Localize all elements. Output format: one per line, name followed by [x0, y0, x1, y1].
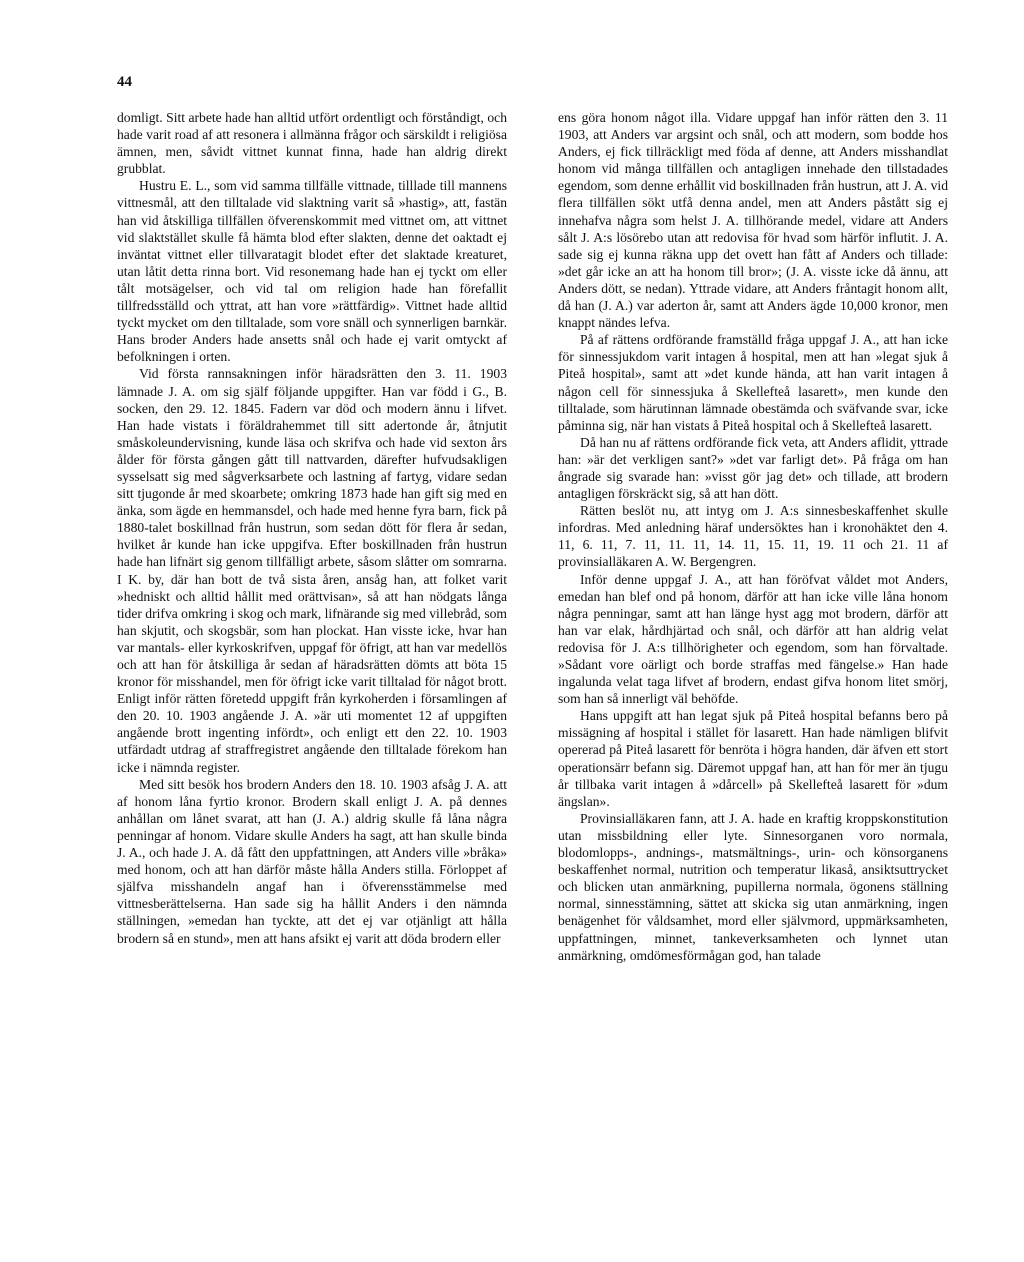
paragraph: Rätten beslöt nu, att intyg om J. A:s sinnesbeskaffenhet skulle infordras. Med anledning häraf undersöktes han i kronohäktet den 4. 11, 6. 11, 7. 11, 11. 11, 14. 11, 15. 11, 19. 11 och 21. 11 af provinsialläkaren A. W. Bergengren. — [558, 503, 948, 570]
paragraph: Inför denne uppgaf J. A., att han föröfvat våldet mot Anders, emedan han blef ond på honom, därför att han icke ville låna honom några penningar, samt att han länge hyst agg mot brodern, därför att han var elak, hårdhjärtad och snål, och därför att han aldrig velat redovisa för J. A:s tillhörigheter och egendom, som han förvaltade. »Sådant vore oärligt och borde straffas med fängelse.» Han hade ingalunda velat taga lifvet af brodern, endast gifva honom litet smörj, som han så innerligt väl behöfde. — [558, 571, 948, 707]
page-number: 44 — [117, 74, 132, 90]
paragraph: Med sitt besök hos brodern Anders den 18. 10. 1903 afsåg J. A. att af honom låna fyrtio kronor. Brodern skall enligt J. A. på dennes anhållan om lånet svarat, att han (J. A.) aldrig skulle få låna några penningar af honom. Vidare skulle Anders ha sagt, att han skulle binda J. A., och hade J. A. då fått den uppfattningen, att Anders ville »bråka» med honom, och att han därför måste hålla Anders stilla. Förloppet af själfva misshandeln angaf han i öfverensstämmelse med vittnesberättelserna. Han sade sig ha hållit Anders i den nämnda ställningen, »emedan han tyckte, att det ej var otjänligt att hålla brodern så en stund», men att hans afsikt ej varit att döda brodern eller — [117, 776, 507, 946]
left-column — [117, 109, 507, 947]
paragraph: domligt. Sitt arbete hade han alltid utfört ordentligt och förståndigt, och hade varit road af att resonera i allmänna frågor och särskildt i religiösa ämnen, men, såvidt vittnet kunnat finna, hade han aldrig direkt grubblat. — [117, 110, 507, 177]
paragraph: Provinsialläkaren fann, att J. A. hade en kraftig kroppskonstitution utan missbildning eller lyte. Sinnesorganen voro normala, blodomlopps-, andnings-, matsmältnings-, urin- och könsorganens beskaffenhet normal, nutrition och temperatur likaså, ansiktsuttrycket och blicken utan anmärkning, pupillerna normala, ögonens ställning normal, sinnesstämning, sättet att skicka sig utan anmärkning, ingen benägenhet för våldsamhet, mord eller självmord, uppmärksamheten, uppfattningen, minnet, tankeverksamheten och lynnet utan anmärkning, omdömesförmågan god, han talade — [558, 810, 948, 963]
paragraph: Hans uppgift att han legat sjuk på Piteå hospital befanns bero på missägning af hospital i stället för lasarett. Han hade nämligen blifvit opererad på Piteå lasarett för benröta i högra handen, där äfven ett stort operationsärr befann sig. Däremot uppgaf han, att han för mer än tjugu år tillbaka varit intagen å »dårcell» på Skellefteå lasarett för »dum ängslan». — [558, 708, 948, 809]
paragraph: Hustru E. L., som vid samma tillfälle vittnade, tilllade till mannens vittnesmål, att den tilltalade vid slaktning varit så »hastig», att, fastän han vid åtskilliga tillfällen öfverenskommit med vittnet om, att vittnet vid slaktstället skulle få hämta blod efter slakten, denne det oaktadt ej inväntat vittnet eller tillvaratagit blodet efter det slaktade kreaturet, utan låtit detta rinna bort. Vid resonemang hade han ej tyckt om eller tålt motsägelser, och vid tal om religion hade han förefallit tillfredsställd och yttrat, att han vore »rättfärdig». Vittnet hade alltid tyckt mycket om den tilltalade, som vore snäll och synnerligen barnkär. Hans broder Anders hade ansetts snål och hade ej varit omtyckt af befolkningen i orten. — [117, 178, 507, 365]
paragraph: Då han nu af rättens ordförande fick veta, att Anders aflidit, yttrade han: »är det verkligen sant?» »det var farligt det». På fråga om han ångrade sig svarade han: »visst gör jag det» och tillade, att brodern antagligen förskräckt sig, så att han dött. — [558, 434, 948, 502]
right-column — [558, 109, 948, 964]
paragraph: ens göra honom något illa. Vidare uppgaf han inför rätten den 3. 11 1903, att Anders var argsint och snål, och att modern, som bodde hos Anders, ej fick tillräckligt med föda af denne, att Anders misshandlat honom vid många tillfällen och antagligen innehade den tillstadades egendom, som denne erhållit vid boskillnaden från hustrun, att J. A. vid flera tillfällen sökt utfå denna andel, men att Anders påstått sig ej innehafva några som helst J. A. tillhörande medel, vidare att Anders sålt J. A:s lösörebo utan att redovisa för hvad som härför influtit. J. A. sade sig ej kunna räkna upp det ovett han fått af Anders och tillade: »det går icke an att ha honom till bror»; (J. A. visste icke då ännu, att Anders dött, se nedan). Yttrade vidare, att Anders fråntagit honom allt, då han (J. A.) var aderton år, samt att Anders ägde 10,000 kronor, men knappt nändes lefva. — [558, 110, 948, 331]
paragraph: På af rättens ordförande framställd fråga uppgaf J. A., att han icke för sinnessjukdom varit intagen å hospital, men att han »legat sjuk å Piteå hospital», samt att »det kunde hända, att han varit intagen å någon cell för sinnessjuka å Skellefteå lasarett», men kunde den tilltalade, som härutinnan lämnade obestämda och sväfvande svar, icke påminna sig, när han vistats å Piteå hospital och å Skellefteå lasarett. — [558, 332, 948, 433]
paragraph: Vid första rannsakningen inför häradsrätten den 3. 11. 1903 lämnade J. A. om sig själf följande uppgifter. Han var född i G., B. socken, den 29. 12. 1845. Fadern var död och modern ännu i lifvet. Han hade vistats i föräldrahemmet till sitt adertonde år, åtnjutit småskoleundervisning, kunde läsa och skrifva och hade vid sexton års ålder för första gången gått till nattvarden, därefter hufvudsakligen sysselsatt sig med sågverksarbete och lastning af fartyg, vidare sedan sitt tjugonde år med skoarbete; omkring 1873 hade han gift sig med en änka, som ägde en hemmansdel, och hade med henne fyra barn, fick på 1880-talet boskillnad från hustrun, som sedan dött för flera år sedan, hvilket år kunde han icke uppgifva. Efter boskillnaden från hustrun hade han lifnärt sig genom tillfälligt arbete, såsom slåtter om somrarna. I K. by, där han bott de två sista åren, ansåg han, att folket varit »hedniskt och alltid hållit med orättvisan», så att han nödgats långa tider drifva omkring i skog och mark, lifnärande sig med villebråd, som han skjutit, och skogsbär, som han plockat. Han visste icke, hvar han var mantals- eller kyrkoskrifven, uppgaf för öfrigt, att han var medellös och att han för åtskilliga år sedan af häradsrätten dömts att böta 15 kronor för misshandel, men för öfrigt icke varit tilltalad för något brott. Enligt inför rätten företedd uppgift från kyrkoherden i församlingen af den 20. 10. 1903 angående J. A. »är uti momentet 12 af uppgiften angående brott ingenting infördt», och enligt ett den 22. 10. 1903 utfärdadt utdrag af straffregistret angående den tilltalade förekom han icke i nämnda register. — [117, 366, 507, 775]
